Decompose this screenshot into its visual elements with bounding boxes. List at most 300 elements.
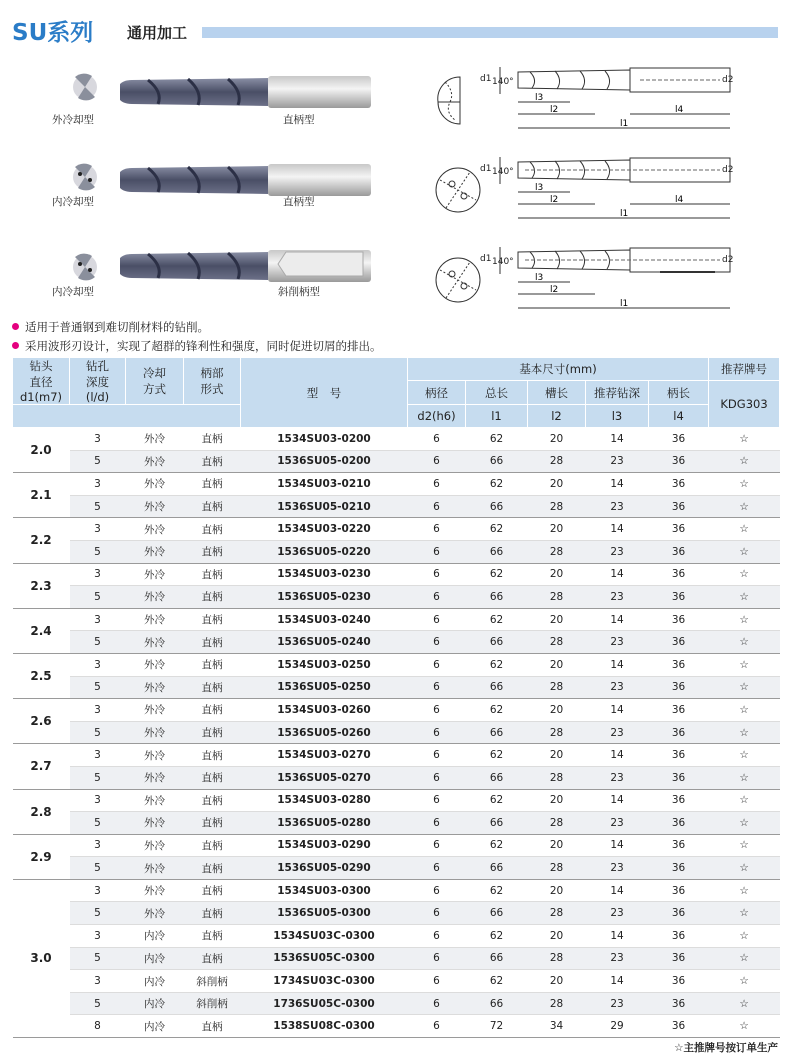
depth-cell: 3 [70, 834, 126, 857]
total-len-cell: 66 [466, 676, 528, 699]
col-l4-symbol: l4 [649, 405, 709, 428]
shank-len-cell: 36 [649, 608, 709, 631]
model-cell: 1536SU05-0300 [241, 902, 408, 925]
col-depth: 钻孔 深度 (l/d) [70, 358, 126, 405]
total-len-cell: 62 [466, 518, 528, 541]
flute-len-cell: 28 [528, 450, 586, 473]
col-grade-group: 推荐牌号 [709, 358, 780, 381]
flute-len-cell: 34 [528, 1015, 586, 1038]
shank-dia-cell: 6 [408, 563, 466, 586]
shank-dia-cell: 6 [408, 586, 466, 609]
flute-len-cell: 28 [528, 721, 586, 744]
table-row [13, 789, 780, 812]
rec-depth-cell: 14 [586, 428, 649, 451]
cooling-cell: 外冷 [126, 789, 184, 812]
shank-len-cell: 36 [649, 428, 709, 451]
diameter-cell: 2.6 [13, 699, 70, 744]
total-len-cell: 66 [466, 902, 528, 925]
flute-len-cell: 20 [528, 970, 586, 993]
depth-cell: 3 [70, 428, 126, 451]
series-subtitle: 通用加工 [127, 24, 188, 42]
col-shank-len: 柄长 [649, 381, 709, 405]
shank-type-cell: 斜削柄 [184, 970, 241, 993]
shank-type-cell: 直柄 [184, 947, 241, 970]
rec-depth-cell: 23 [586, 992, 649, 1015]
shank-type-cell: 直柄 [184, 495, 241, 518]
shank-len-cell: 36 [649, 586, 709, 609]
shank-label: 直柄型 [283, 114, 315, 126]
shank-len-cell: 36 [649, 495, 709, 518]
cooling-cell: 外冷 [126, 812, 184, 835]
flute-len-cell: 28 [528, 495, 586, 518]
table-row [13, 495, 780, 518]
flute-len-cell: 28 [528, 586, 586, 609]
grade-cell: ☆ [709, 699, 780, 722]
model-cell: 1536SU05-0200 [241, 450, 408, 473]
col-grade: KDG303 [709, 381, 780, 428]
col-diameter: 钻头 直径 d1(m7) [13, 358, 70, 405]
page-header [12, 18, 778, 48]
model-cell: 1536SU05-0230 [241, 586, 408, 609]
shank-dia-cell: 6 [408, 450, 466, 473]
shank-dia-cell: 6 [408, 699, 466, 722]
table-row [13, 586, 780, 609]
table-row [13, 902, 780, 925]
shank-len-cell: 36 [649, 631, 709, 654]
bullet-dot-icon [12, 342, 19, 349]
shank-dia-cell: 6 [408, 495, 466, 518]
svg-text:l4: l4 [675, 105, 684, 115]
total-len-cell: 66 [466, 495, 528, 518]
model-cell: 1534SU03-0280 [241, 789, 408, 812]
table-row [13, 766, 780, 789]
depth-cell: 5 [70, 766, 126, 789]
feature-text: 采用波形刃设计，实现了超群的锋利性和强度，同时促进切屑的排出。 [25, 339, 382, 353]
shank-len-cell: 36 [649, 812, 709, 835]
flute-len-cell: 20 [528, 518, 586, 541]
drill-dimension-drawing [420, 242, 740, 322]
depth-cell: 5 [70, 857, 126, 880]
shank-dia-cell: 6 [408, 540, 466, 563]
diameter-cell: 2.8 [13, 789, 70, 834]
depth-cell: 5 [70, 631, 126, 654]
shank-type-cell: 直柄 [184, 518, 241, 541]
table-row [13, 947, 780, 970]
model-cell: 1536SU05-0240 [241, 631, 408, 654]
shank-type-cell: 直柄 [184, 631, 241, 654]
depth-cell: 5 [70, 450, 126, 473]
rec-depth-cell: 14 [586, 518, 649, 541]
total-len-cell: 62 [466, 834, 528, 857]
shank-len-cell: 36 [649, 879, 709, 902]
cooling-cell: 内冷 [126, 970, 184, 993]
cooling-cell: 外冷 [126, 495, 184, 518]
shank-len-cell: 36 [649, 902, 709, 925]
svg-text:l3: l3 [535, 93, 544, 103]
rec-depth-cell: 14 [586, 834, 649, 857]
shank-len-cell: 36 [649, 970, 709, 993]
rec-depth-cell: 14 [586, 925, 649, 948]
col-l3-symbol: l3 [586, 405, 649, 428]
grade-cell: ☆ [709, 518, 780, 541]
flute-len-cell: 28 [528, 902, 586, 925]
col-basic-dims: 基本尺寸(mm) [408, 358, 709, 381]
model-cell: 1536SU05-0290 [241, 857, 408, 880]
shank-len-cell: 36 [649, 676, 709, 699]
col-shank-dia: 柄径 [408, 381, 466, 405]
depth-cell: 5 [70, 902, 126, 925]
model-cell: 1534SU03-0230 [241, 563, 408, 586]
table-row [13, 450, 780, 473]
shank-len-cell: 36 [649, 450, 709, 473]
shank-type-cell: 直柄 [184, 586, 241, 609]
cooling-cell: 外冷 [126, 721, 184, 744]
spec-table [12, 357, 780, 1038]
rec-depth-cell: 23 [586, 676, 649, 699]
shank-type-cell: 直柄 [184, 1015, 241, 1038]
shank-type-cell: 直柄 [184, 608, 241, 631]
svg-text:l2: l2 [550, 195, 559, 205]
shank-type-cell: 直柄 [184, 744, 241, 767]
svg-text:d1: d1 [480, 74, 492, 84]
svg-text:l3: l3 [535, 183, 544, 193]
flute-len-cell: 28 [528, 857, 586, 880]
svg-text:d2: d2 [722, 255, 734, 265]
table-row [13, 925, 780, 948]
shank-type-cell: 直柄 [184, 925, 241, 948]
flute-len-cell: 20 [528, 563, 586, 586]
cooling-cell: 外冷 [126, 428, 184, 451]
rec-depth-cell: 23 [586, 857, 649, 880]
drill-dimension-drawing [420, 62, 740, 142]
table-row [13, 879, 780, 902]
shank-dia-cell: 6 [408, 947, 466, 970]
model-cell: 1536SU05-0210 [241, 495, 408, 518]
total-len-cell: 62 [466, 744, 528, 767]
drill-dimension-drawing [420, 152, 740, 232]
depth-cell: 3 [70, 879, 126, 902]
cooling-cell: 外冷 [126, 766, 184, 789]
shank-type-cell: 直柄 [184, 473, 241, 496]
shank-type-cell: 直柄 [184, 721, 241, 744]
shank-len-cell: 36 [649, 789, 709, 812]
depth-cell: 5 [70, 947, 126, 970]
cooling-cell: 外冷 [126, 879, 184, 902]
model-cell: 1536SU05-0280 [241, 812, 408, 835]
shank-dia-cell: 6 [408, 857, 466, 880]
flute-len-cell: 20 [528, 789, 586, 812]
grade-cell: ☆ [709, 970, 780, 993]
shank-type-cell: 直柄 [184, 857, 241, 880]
total-len-cell: 62 [466, 879, 528, 902]
diameter-cell: 2.0 [13, 428, 70, 473]
shank-type-cell: 直柄 [184, 789, 241, 812]
shank-type-cell: 直柄 [184, 450, 241, 473]
grade-cell: ☆ [709, 608, 780, 631]
cooling-cell: 外冷 [126, 902, 184, 925]
shank-len-cell: 36 [649, 857, 709, 880]
table-row [13, 721, 780, 744]
cooling-cell: 内冷 [126, 992, 184, 1015]
depth-cell: 3 [70, 653, 126, 676]
flute-len-cell: 20 [528, 834, 586, 857]
depth-cell: 8 [70, 1015, 126, 1038]
cooling-cell: 外冷 [126, 540, 184, 563]
cooling-cell: 外冷 [126, 631, 184, 654]
grade-cell: ☆ [709, 857, 780, 880]
cooling-cell: 内冷 [126, 925, 184, 948]
total-len-cell: 66 [466, 540, 528, 563]
rec-depth-cell: 14 [586, 563, 649, 586]
cooling-cell: 外冷 [126, 586, 184, 609]
drill-tip-icon [70, 162, 100, 192]
col-l2-symbol: l2 [528, 405, 586, 428]
flute-len-cell: 28 [528, 992, 586, 1015]
shank-len-cell: 36 [649, 992, 709, 1015]
grade-cell: ☆ [709, 834, 780, 857]
flute-len-cell: 28 [528, 947, 586, 970]
feature-list [12, 318, 382, 356]
rec-depth-cell: 23 [586, 586, 649, 609]
table-row [13, 676, 780, 699]
cooling-cell: 内冷 [126, 947, 184, 970]
shank-len-cell: 36 [649, 563, 709, 586]
depth-cell: 3 [70, 699, 126, 722]
flute-len-cell: 28 [528, 766, 586, 789]
rec-depth-cell: 14 [586, 744, 649, 767]
rec-depth-cell: 23 [586, 540, 649, 563]
total-len-cell: 66 [466, 812, 528, 835]
model-cell: 1534SU03-0220 [241, 518, 408, 541]
shank-len-cell: 36 [649, 744, 709, 767]
diameter-cell: 2.5 [13, 653, 70, 698]
model-cell: 1536SU05-0260 [241, 721, 408, 744]
table-row [13, 608, 780, 631]
drill-image [118, 72, 373, 112]
total-len-cell: 66 [466, 857, 528, 880]
total-len-cell: 66 [466, 586, 528, 609]
tip-label: 内冷却型 [52, 286, 94, 298]
diameter-cell: 2.9 [13, 834, 70, 879]
svg-text:l1: l1 [620, 209, 629, 219]
flute-len-cell: 20 [528, 653, 586, 676]
shank-type-cell: 直柄 [184, 563, 241, 586]
diameter-cell: 2.2 [13, 518, 70, 563]
model-cell: 1534SU03-0260 [241, 699, 408, 722]
table-row [13, 1015, 780, 1038]
shank-dia-cell: 6 [408, 744, 466, 767]
shank-type-cell: 直柄 [184, 540, 241, 563]
total-len-cell: 66 [466, 450, 528, 473]
drill-tip-icon [70, 72, 100, 102]
rec-depth-cell: 14 [586, 653, 649, 676]
model-cell: 1534SU03-0270 [241, 744, 408, 767]
rec-depth-cell: 14 [586, 473, 649, 496]
rec-depth-cell: 23 [586, 631, 649, 654]
cooling-cell: 外冷 [126, 563, 184, 586]
grade-cell: ☆ [709, 631, 780, 654]
col-l1-symbol: l1 [466, 405, 528, 428]
diameter-cell: 2.4 [13, 608, 70, 653]
model-cell: 1534SU03-0250 [241, 653, 408, 676]
drill-tip-icon [70, 252, 100, 282]
col-model: 型 号 [241, 358, 408, 428]
cooling-cell: 内冷 [126, 1015, 184, 1038]
flute-len-cell: 28 [528, 540, 586, 563]
shank-dia-cell: 6 [408, 631, 466, 654]
total-len-cell: 62 [466, 473, 528, 496]
grade-cell: ☆ [709, 473, 780, 496]
flute-len-cell: 20 [528, 608, 586, 631]
cooling-cell: 外冷 [126, 744, 184, 767]
model-cell: 1536SU05-0270 [241, 766, 408, 789]
shank-len-cell: 36 [649, 721, 709, 744]
shank-dia-cell: 6 [408, 518, 466, 541]
depth-cell: 5 [70, 495, 126, 518]
feature-item [12, 318, 382, 337]
shank-len-cell: 36 [649, 766, 709, 789]
svg-text:d1: d1 [480, 254, 492, 264]
total-len-cell: 66 [466, 947, 528, 970]
table-row [13, 631, 780, 654]
shank-dia-cell: 6 [408, 789, 466, 812]
total-len-cell: 62 [466, 970, 528, 993]
shank-type-cell: 直柄 [184, 699, 241, 722]
rec-depth-cell: 14 [586, 789, 649, 812]
depth-cell: 3 [70, 518, 126, 541]
total-len-cell: 66 [466, 631, 528, 654]
footnote: ☆主推牌号按订单生产 [674, 1042, 778, 1054]
shank-dia-cell: 6 [408, 834, 466, 857]
cooling-cell: 外冷 [126, 473, 184, 496]
shank-dia-cell: 6 [408, 428, 466, 451]
svg-text:l3: l3 [535, 273, 544, 283]
shank-len-cell: 36 [649, 473, 709, 496]
total-len-cell: 62 [466, 789, 528, 812]
grade-cell: ☆ [709, 586, 780, 609]
depth-cell: 3 [70, 473, 126, 496]
model-cell: 1536SU05-0220 [241, 540, 408, 563]
shank-len-cell: 36 [649, 1015, 709, 1038]
shank-type-cell: 斜削柄 [184, 992, 241, 1015]
shank-dia-cell: 6 [408, 676, 466, 699]
cooling-cell: 外冷 [126, 857, 184, 880]
table-row [13, 518, 780, 541]
model-cell: 1534SU03-0200 [241, 428, 408, 451]
cooling-cell: 外冷 [126, 699, 184, 722]
depth-cell: 5 [70, 540, 126, 563]
shank-dia-cell: 6 [408, 1015, 466, 1038]
table-row [13, 812, 780, 835]
col-cooling: 冷却 方式 [126, 358, 184, 405]
rec-depth-cell: 23 [586, 902, 649, 925]
cooling-cell: 外冷 [126, 834, 184, 857]
shank-dia-cell: 6 [408, 902, 466, 925]
cooling-cell: 外冷 [126, 653, 184, 676]
table-row [13, 428, 780, 451]
product-row-internal [0, 150, 790, 220]
rec-depth-cell: 23 [586, 812, 649, 835]
grade-cell: ☆ [709, 428, 780, 451]
depth-cell: 3 [70, 970, 126, 993]
flute-len-cell: 28 [528, 812, 586, 835]
model-cell: 1536SU05-0250 [241, 676, 408, 699]
model-cell: 1534SU03-0300 [241, 879, 408, 902]
table-row [13, 699, 780, 722]
col-total-len: 总长 [466, 381, 528, 405]
depth-cell: 5 [70, 721, 126, 744]
shank-type-cell: 直柄 [184, 879, 241, 902]
shank-len-cell: 36 [649, 518, 709, 541]
shank-len-cell: 36 [649, 699, 709, 722]
total-len-cell: 72 [466, 1015, 528, 1038]
flute-len-cell: 20 [528, 879, 586, 902]
spec-table-body [13, 428, 780, 1038]
rec-depth-cell: 14 [586, 970, 649, 993]
drill-image [118, 160, 373, 200]
total-len-cell: 62 [466, 428, 528, 451]
total-len-cell: 66 [466, 766, 528, 789]
diameter-cell: 2.7 [13, 744, 70, 789]
depth-cell: 5 [70, 586, 126, 609]
grade-cell: ☆ [709, 1015, 780, 1038]
cooling-cell: 外冷 [126, 676, 184, 699]
grade-cell: ☆ [709, 766, 780, 789]
shank-type-cell: 直柄 [184, 766, 241, 789]
flute-len-cell: 20 [528, 925, 586, 948]
total-len-cell: 62 [466, 925, 528, 948]
feature-text: 适用于普通钢到难切削材料的钻削。 [25, 320, 209, 334]
depth-cell: 5 [70, 812, 126, 835]
svg-text:d2: d2 [722, 165, 734, 175]
model-cell: 1734SU03C-0300 [241, 970, 408, 993]
shank-label: 斜削柄型 [278, 286, 320, 298]
svg-text:l4: l4 [675, 195, 684, 205]
drill-image [118, 246, 373, 286]
tip-label: 外冷却型 [52, 114, 94, 126]
grade-cell: ☆ [709, 879, 780, 902]
svg-text:d1: d1 [480, 164, 492, 174]
shank-len-cell: 36 [649, 540, 709, 563]
cooling-cell: 外冷 [126, 608, 184, 631]
flute-len-cell: 20 [528, 473, 586, 496]
col-flute-len: 槽长 [528, 381, 586, 405]
diameter-cell: 3.0 [13, 879, 70, 1037]
col-d2-symbol: d2(h6) [408, 405, 466, 428]
shank-type-cell: 直柄 [184, 676, 241, 699]
shank-len-cell: 36 [649, 947, 709, 970]
shank-len-cell: 36 [649, 653, 709, 676]
table-row [13, 563, 780, 586]
grade-cell: ☆ [709, 653, 780, 676]
angle-label: 140° [492, 77, 514, 87]
shank-dia-cell: 6 [408, 812, 466, 835]
grade-cell: ☆ [709, 812, 780, 835]
total-len-cell: 66 [466, 992, 528, 1015]
table-row [13, 473, 780, 496]
table-row [13, 653, 780, 676]
table-row [13, 744, 780, 767]
rec-depth-cell: 23 [586, 721, 649, 744]
table-row [13, 834, 780, 857]
tip-label: 内冷却型 [52, 196, 94, 208]
total-len-cell: 62 [466, 653, 528, 676]
model-cell: 1534SU03-0240 [241, 608, 408, 631]
shank-dia-cell: 6 [408, 473, 466, 496]
rec-depth-cell: 23 [586, 766, 649, 789]
grade-cell: ☆ [709, 744, 780, 767]
rec-depth-cell: 23 [586, 495, 649, 518]
